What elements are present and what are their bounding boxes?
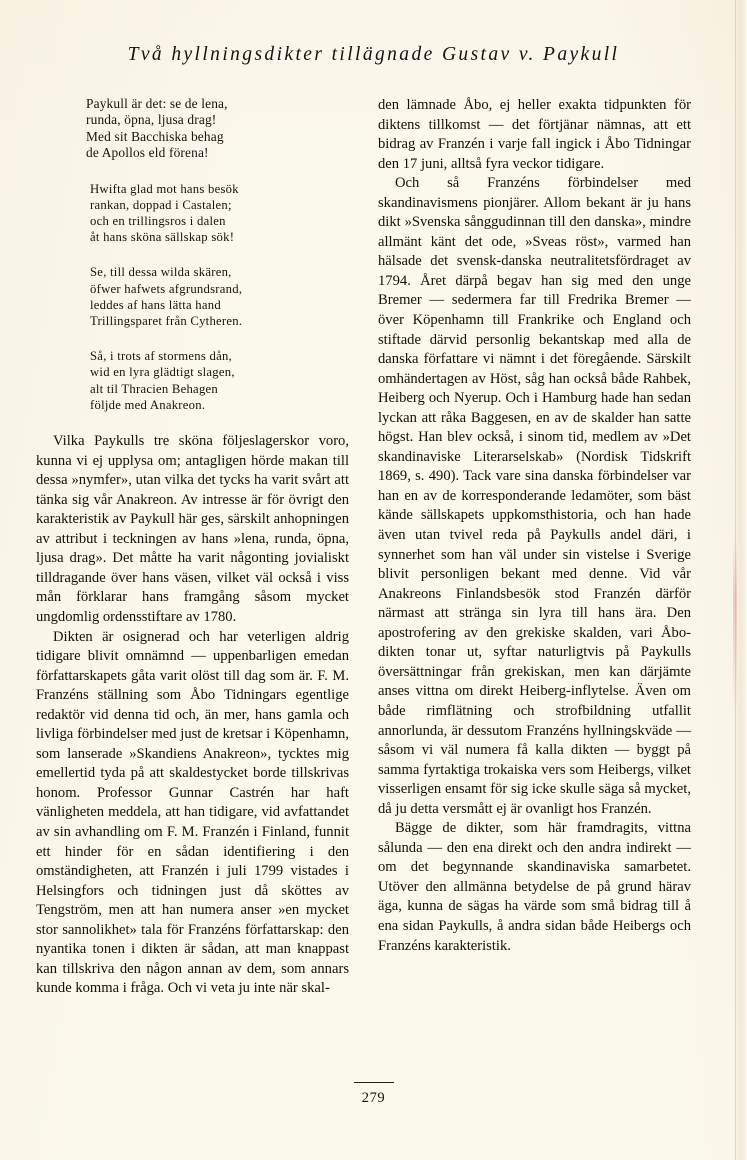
paragraph: Och så Franzéns förbindelser med skandinavismens pionjärer. Allom bekant är ju hans dikt »Svenska sånggudinnan till den danska», mindre allmänt känt det ode, »Sveas röst», varmed han hälsade det svensk-danska neutralitetsfördraget av 1794. Året därpå begav han sig med den unge Bremer — sedermera far till Fredrika Bremer — över Köpenhamn till Frankrike och England och stiftade därvid personlig bekantskap med alla de danska författare vi nämnt i det föregående. Särskilt omhändertagen av Höst, såg han också både Rahbek, Heiberg och Nyerup. Och i Hamburg hade han sedan lyckan att råka Baggesen, en av de skalder han satte högst. Han blev också, i sinom tid, medlem av »Det skandinaviske Literarselskab» (Nordisk Tidskrift 1869, s. 490). Tack vare sina danska förbindelser var han en av de korresponderande ledamöter, som bäst kände sällskapets uppkomsthistoria, och han hade även utan tvivel reda på Paykulls andel däri, i synnerhet som han väl under sin vistelse i Sverige blivit personligen bekant med denne. Vid vår Anakreons Finlandsbesök stod Franzén därför närmast att stränga sin lyra till hans ära. Den apostrofering av den grekiske skalden, vari Åbo-dikten tonar ut, syftar naturligtvis på Paykulls översättningar från grekiskan, men kan därjämte anses vittna om direkt Heiberg-inflytelse. Även om både rimflätning och strofbildning utfallit annorlunda, är dessutom Franzéns hyllningskväde — såsom vi väl numera få kalla dikten — byggt på samma fyrtaktiga trokaiska vers som Heibergs, vilket visserligen ensamt för sig icke skulle säga så mycket, då ju detta versmått ej är ovanligt hos Franzén. bbox=[378, 175, 691, 817]
poem-line: Hwifta glad mot hans besök bbox=[90, 181, 239, 196]
poem-line: öfwer hafwets afgrundsrand, bbox=[90, 281, 243, 296]
right-column-prose bbox=[378, 96, 691, 956]
poem-line: Trillingsparet från Cytheren. bbox=[90, 314, 243, 329]
page-edge-stain bbox=[733, 540, 737, 710]
poem-line: följde med Anakreon. bbox=[90, 397, 206, 412]
poem-line: leddes af hans lätta hand bbox=[90, 297, 221, 312]
poem-line: alt til Thracien Behagen bbox=[90, 381, 219, 396]
paragraph: Dikten är osignerad och har veterligen aldrig tidigare blivit omnämnd — uppenbarligen emedan författarskapets gåta varit olöst till dag som är. F. M. Franzéns ställning som Åbo Tidningars egentlige redaktör vid denna tid och, än mer, hans gamla och livliga förbindelser med just de kretsar i Köpenhamn, som lanserade »Skandiens Anakreon», tycktes mig emellertid tyda på att skaldestycket borde tillskrivas honom. Professor Gunnar Castrén har haft vänligheten meddela, att han tidigare, vid avfattandet av sin avhandling om F. M. Franzén i Finland, funnit ett hinder för en sådan identifiering i den omständigheten, att Franzén i juli 1799 vistades i Helsingfors och tidningen just då sköttes av Tengström, men att han numera anser »en mycket stor sannolikhet» tala för Franzéns författarskap: den nyantika tonen i dikten är sådan, att man knappast kan tillskriva den någon annan av dem, som annars kunde komma i fråga. Och vi veta ju inte när skal- bbox=[36, 628, 349, 997]
poem-stanza bbox=[36, 348, 349, 413]
right-column bbox=[378, 96, 691, 956]
poem-line: runda, öpna, ljusa drag! bbox=[86, 112, 217, 128]
folio bbox=[0, 1082, 747, 1107]
poem-line: de Apollos eld förena! bbox=[86, 145, 209, 161]
paragraph: den lämnade Åbo, ej heller exakta tidpunkten för diktens tillkomst — det förtjänar nämnas, att ett bidrag av Franzén i varje fall ingick i Åbo Tidningar den 17 juni, alltså fyra veckor tidigare. bbox=[378, 97, 691, 172]
poem-line: åt hans sköna sällskap sök! bbox=[90, 230, 235, 245]
two-column-text-body bbox=[36, 96, 711, 1026]
poem-stanza bbox=[36, 264, 349, 329]
poem-line: Med sit Bacchiska behag bbox=[86, 128, 224, 144]
poem-line: Så, i trots af stormens dån, bbox=[90, 349, 232, 364]
poem-line: Se, till dessa wilda skären, bbox=[90, 265, 232, 280]
left-column bbox=[36, 96, 349, 999]
page-edge-shading bbox=[733, 0, 747, 1160]
poem-block bbox=[36, 96, 349, 413]
left-column-prose bbox=[36, 432, 349, 999]
poem-line: och en trillingsros i dalen bbox=[90, 214, 226, 229]
poem-stanza bbox=[36, 181, 349, 246]
poem-line: wid en lyra glädtigt slagen, bbox=[90, 365, 235, 380]
poem-line: Paykull är det: se de lena, bbox=[86, 96, 228, 111]
paragraph: Bägge de dikter, som här framdragits, vittna sålunda — den ena direkt och den andra indirekt — om det begynnande skandinaviska samarbetet. Utöver den allmänna betydelse de på grund härav äga, kunna de sägas ha värde som små bidrag till å ena sidan Paykulls, å andra sidan både Heibergs och Franzéns karakteristik. bbox=[378, 820, 691, 954]
running-head: Två hyllningsdikter tillägnade Gustav v. Paykull bbox=[127, 44, 620, 65]
page-edge-line bbox=[735, 0, 736, 1160]
poem-stanza bbox=[36, 96, 349, 162]
folio-rule bbox=[354, 1082, 394, 1083]
paragraph: Vilka Paykulls tre sköna följeslagerskor voro, kunna vi ej upplysa om; antagligen hörde makan till dessa »nymfer», utan vilka det tycks ha varit svårt att tänka sig vår Anakreon. Av intresse är för övrigt den karakteristik av Paykull här ges, särskilt anhopningen av attribut i teckningen av hans »lena, runda, öpna, ljusa drag». Det måtte ha varit någonting jovialiskt tilldragande över hans väsen, vilket väl också i viss mån förklarar hans framgång såsom mycket ungdomlig ordensstiftare av 1780. bbox=[36, 433, 349, 625]
poem-line: rankan, doppad i Castalen; bbox=[90, 197, 232, 212]
page-number: 279 bbox=[361, 1090, 386, 1106]
